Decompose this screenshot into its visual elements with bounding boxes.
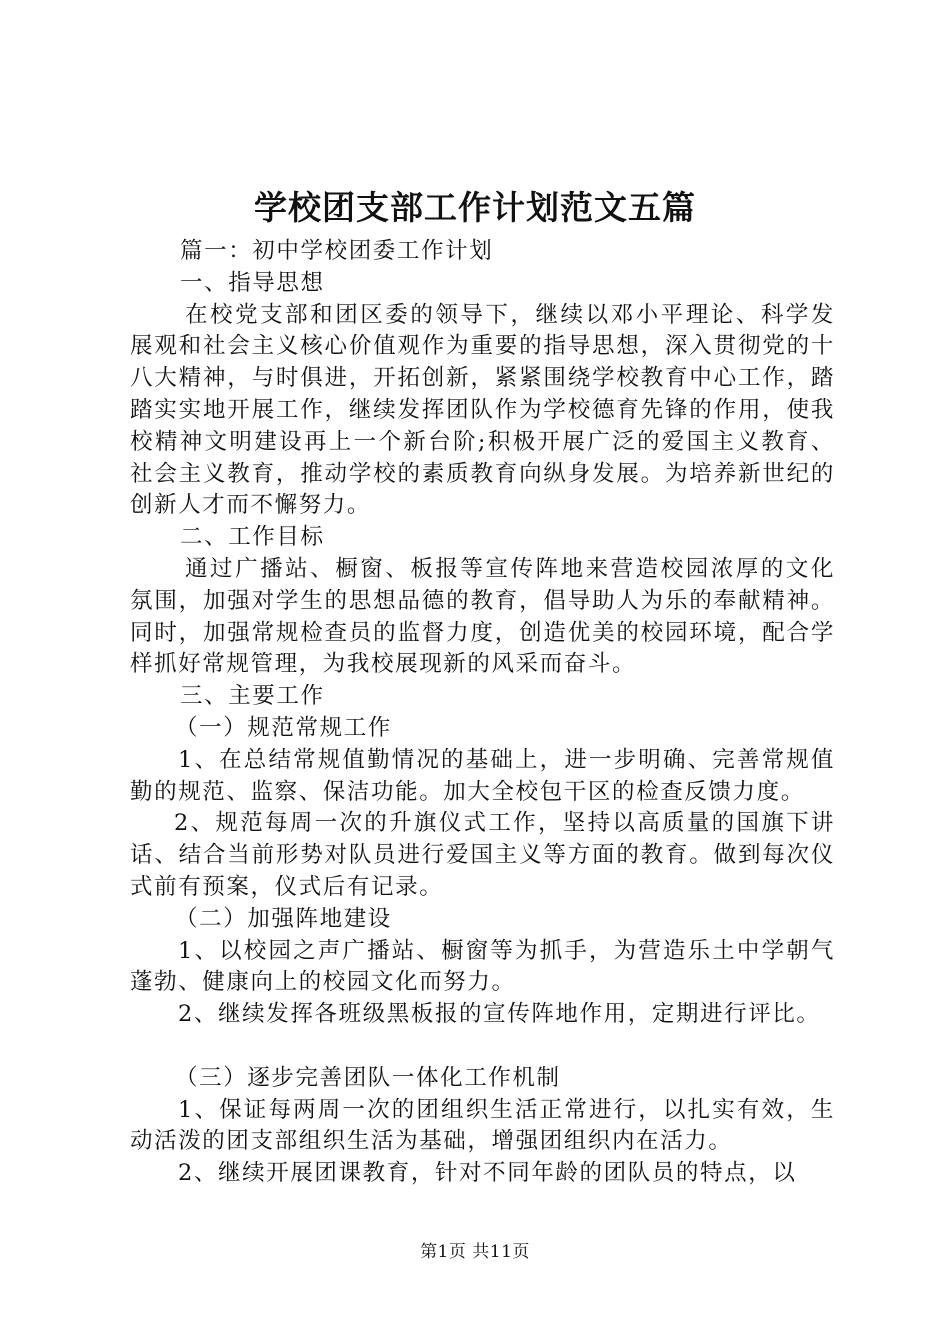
list-item: 1、在总结常规值勤情况的基础上，进一步明确、完善常规值勤的规范、监察、保洁功能。加大全校包干区的检查反馈力度。 bbox=[130, 746, 835, 805]
page-footer: 第1页 共11页 bbox=[420, 1242, 530, 1262]
list-item: 1、以校园之声广播站、橱窗等为抓手，为营造乐土中学朝气蓬勃、健康向上的校园文化而努力。 bbox=[130, 937, 835, 996]
list-item: 2、规范每周一次的升旗仪式工作，坚持以高质量的国旗下讲话、结合当前形势对队员进行爱国主义等方面的教育。做到每次仪式前有预案，仪式后有记录。 bbox=[130, 810, 835, 900]
subheading-integration-mechanism: （三）逐步完善团队一体化工作机制 bbox=[175, 1064, 561, 1091]
list-item: 1、保证每两周一次的团组织生活正常进行，以扎实有效，生动活泼的团支部组织生活为基础，增强团组织内在活力。 bbox=[130, 1096, 835, 1155]
section-heading: 篇一：初中学校团委工作计划 bbox=[180, 238, 494, 264]
subheading-position-building: （二）加强阵地建设 bbox=[175, 905, 392, 932]
heading-work-goals: 二、工作目标 bbox=[180, 524, 325, 551]
list-item: 2、继续开展团课教育，针对不同年龄的团队员的特点，以 bbox=[178, 1160, 797, 1187]
document-body bbox=[130, 236, 835, 1190]
heading-main-work: 三、主要工作 bbox=[180, 683, 325, 710]
paragraph-guiding-thought: 在校党支部和团区委的领导下，继续以邓小平理论、科学发展观和社会主义核心价值观作为重要的指导思想，深入贯彻党的十八大精神，与时俱进，开拓创新，紧紧围绕学校教育中心工作，踏踏实实地开展工作，继续发挥团队作为学校德育先锋的作用，使我校精神文明建设再上一个新台阶;积极开展广泛的爱国主义教育、社会主义教育，推动学校的素质教育向纵身发展。为培养新世纪的创新人才而不懈努力。 bbox=[130, 301, 835, 519]
subheading-routine-work: （一）规范常规工作 bbox=[175, 714, 392, 741]
document-title: 学校团支部工作计划范文五篇 bbox=[254, 188, 696, 227]
list-item: 2、继续发挥各班级黑板报的宣传阵地作用，定期进行评比。 bbox=[178, 1001, 821, 1028]
paragraph-work-goals: 通过广播站、橱窗、板报等宣传阵地来营造校园浓厚的文化氛围，加强对学生的思想品德的教育，倡导助人为乐的奉献精神。同时，加强常规检查员的监督力度，创造优美的校园环境，配合学样抓好常规管理，为我校展现新的风采而奋斗。 bbox=[130, 555, 835, 678]
heading-guiding-thought: 一、指导思想 bbox=[180, 269, 325, 296]
blank-line bbox=[130, 1031, 835, 1063]
